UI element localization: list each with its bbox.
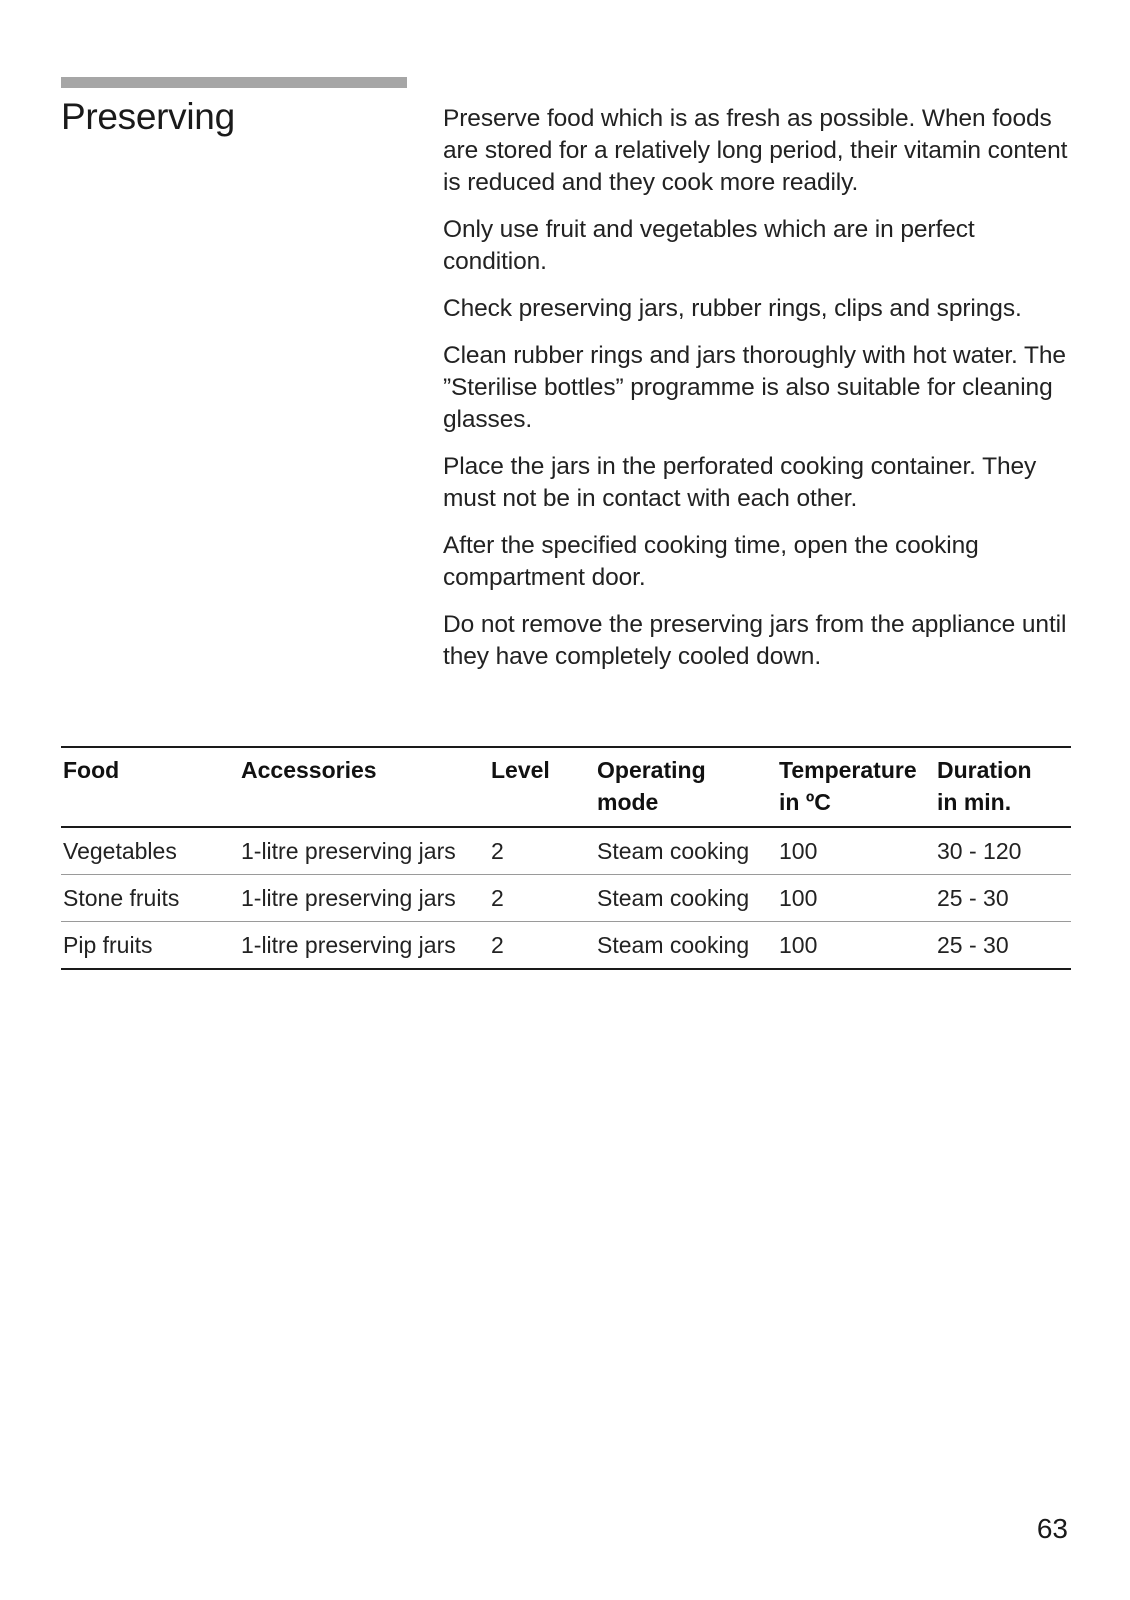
cell-mode: Steam cooking bbox=[597, 932, 750, 958]
table-row bbox=[61, 922, 1071, 970]
cell-level: 2 bbox=[491, 838, 504, 864]
header-level: Level bbox=[491, 757, 550, 783]
cell-duration: 25 - 30 bbox=[937, 932, 1009, 958]
cell-accessories: 1-litre preserving jars bbox=[241, 885, 456, 911]
header-operating-mode: Operating mode bbox=[597, 757, 706, 815]
paragraph: Check preserving jars, rubber rings, clips and springs. bbox=[443, 295, 1022, 322]
paragraph: Clean rubber rings and jars thoroughly with hot water. The ”Sterilise bottles” programme is also suitable for cleaning glasses. bbox=[443, 342, 1066, 433]
cell-food: Stone fruits bbox=[63, 885, 180, 911]
cell-duration: 25 - 30 bbox=[937, 885, 1009, 911]
table-row bbox=[61, 875, 1071, 922]
paragraph: Preserve food which is as fresh as possible. When foods are stored for a relatively long period, their vitamin content is reduced and they cook more readily. bbox=[443, 105, 1068, 196]
cell-food: Vegetables bbox=[63, 838, 177, 864]
cell-accessories: 1-litre preserving jars bbox=[241, 838, 456, 864]
cell-duration: 30 - 120 bbox=[937, 838, 1022, 864]
cell-temperature: 100 bbox=[779, 932, 818, 958]
header-food: Food bbox=[63, 757, 120, 783]
cell-level: 2 bbox=[491, 885, 504, 911]
table-row bbox=[61, 827, 1071, 875]
cell-temperature: 100 bbox=[779, 838, 818, 864]
page-number: 63 bbox=[1036, 1513, 1068, 1544]
header-temperature: Temperature in ºC bbox=[779, 757, 917, 815]
cell-temperature: 100 bbox=[779, 885, 818, 911]
header-accessories: Accessories bbox=[241, 757, 377, 783]
paragraph: Only use fruit and vegetables which are in perfect condition. bbox=[443, 216, 975, 275]
cell-mode: Steam cooking bbox=[597, 838, 750, 864]
table-header-row bbox=[61, 747, 1071, 827]
page-title: Preserving bbox=[61, 96, 235, 137]
paragraph: After the specified cooking time, open the cooking compartment door. bbox=[443, 532, 979, 591]
header-duration: Duration in min. bbox=[937, 757, 1032, 815]
intro-text bbox=[443, 103, 1083, 688]
cell-level: 2 bbox=[491, 932, 504, 958]
preserving-table bbox=[61, 746, 1071, 970]
cell-mode: Steam cooking bbox=[597, 885, 750, 911]
cell-food: Pip fruits bbox=[63, 932, 153, 958]
paragraph: Place the jars in the perforated cooking container. They must not be in contact with each other. bbox=[443, 453, 1037, 512]
paragraph: Do not remove the preserving jars from the appliance until they have completely cooled down. bbox=[443, 611, 1067, 670]
cell-accessories: 1-litre preserving jars bbox=[241, 932, 456, 958]
title-bar bbox=[61, 77, 407, 88]
